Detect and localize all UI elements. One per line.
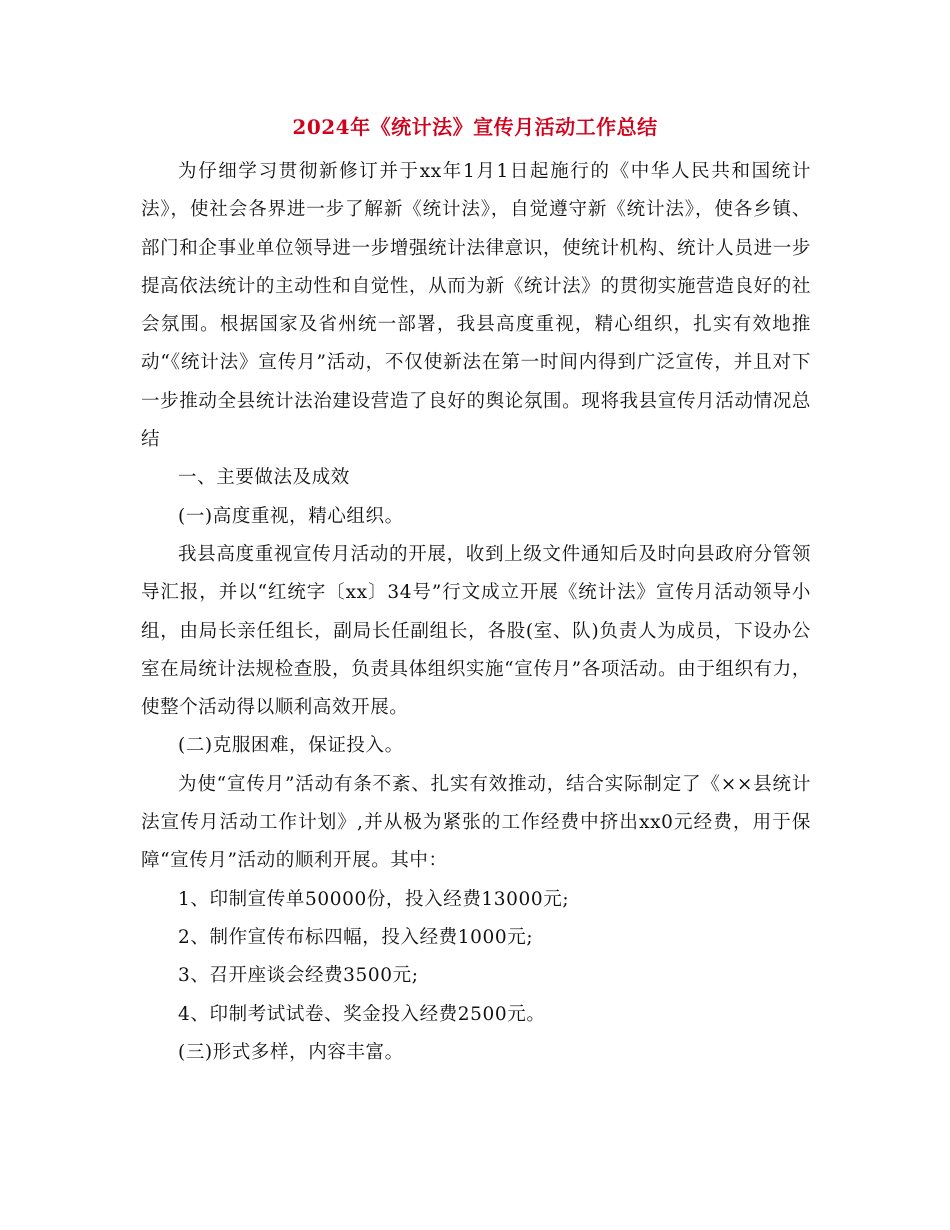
subheading-3: (三)形式多样，内容丰富。: [178, 1041, 404, 1063]
paragraph-funding: 为使“宣传月”活动有条不紊、扎实有效推动，结合实际制定了《××县统计法宣传月活动工作计划》,并从极为紧张的工作经费中挤出xx0元经费，用于保障“宣传月”活动的顺利开展。其中：: [141, 773, 811, 872]
document-title: 2024年《统计法》宣传月活动工作总结: [292, 115, 658, 139]
list-item: 2、制作宣传布标四幅，投入经费1000元;: [178, 926, 534, 948]
list-item: 1、印制宣传单50000份，投入经费13000元;: [178, 888, 570, 910]
document-body: [141, 153, 811, 1072]
subheading-2: (二)克服困难，保证投入。: [178, 735, 404, 757]
section-heading-1: 一、主要做法及成效: [178, 467, 350, 489]
list-item: 4、印制考试试卷、奖金投入经费2500元。: [178, 1003, 546, 1025]
subheading-1: (一)高度重视，精心组织。: [178, 505, 404, 527]
paragraph-organization: 我县高度重视宣传月活动的开展，收到上级文件通知后及时向县政府分管领导汇报，并以“红统字〔xx〕34号”行文成立开展《统计法》宣传月活动领导小组，由局长亲任组长，副局长任副组长，各股(室、队)负责人为成员，下设办公室在局统计法规检查股，负责具体组织实施“宣传月”各项活动。由于组织有力，使整个活动得以顺利高效开展。: [141, 543, 811, 719]
list-item: 3、召开座谈会经费3500元;: [178, 965, 419, 987]
intro-paragraph: 为仔细学习贯彻新修订并于xx年1月1日起施行的《中华人民共和国统计法》，使社会各界进一步了解新《统计法》，自觉遵守新《统计法》，使各乡镇、部门和企事业单位领导进一步增强统计法律意识，使统计机构、统计人员进一步提高依法统计的主动性和自觉性，从而为新《统计法》的贯彻实施营造良好的社会氛围。根据国家及省州统一部署，我县高度重视，精心组织，扎实有效地推动“《统计法》宣传月”活动，不仅使新法在第一时间内得到广泛宣传，并且对下一步推动全县统计法治建设营造了良好的舆论氛围。现将我县宣传月活动情况总结: [141, 161, 811, 451]
